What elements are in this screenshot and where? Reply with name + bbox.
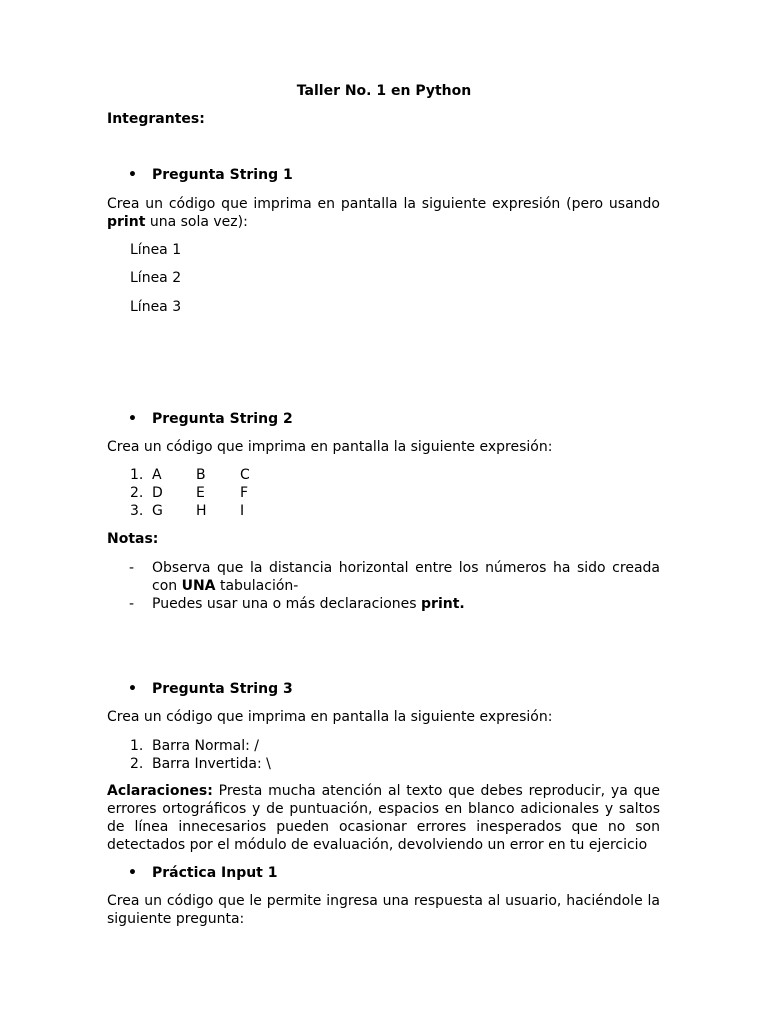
q2-row-number: 1.: [130, 467, 144, 483]
q1-heading: Pregunta String 1: [152, 167, 293, 183]
q2-cell: F: [240, 485, 249, 501]
note-1: [152, 559, 660, 595]
note-1-part-a: Observa que la distancia horizontal entre los números ha sido creada con: [152, 560, 660, 594]
q2-cell: E: [196, 485, 205, 501]
q2-cell: H: [196, 503, 207, 519]
q2-cell: A: [152, 467, 162, 483]
q2-row-number: 3.: [130, 503, 144, 519]
q2-cell: D: [152, 485, 163, 501]
note-2: [152, 595, 465, 613]
note-2-print: print.: [421, 596, 465, 612]
document-title: Taller No. 1 en Python: [296, 83, 472, 99]
q3-heading: Pregunta String 3: [152, 681, 293, 697]
q1-intro: [107, 195, 660, 231]
q1-line-3: Línea 3: [130, 299, 182, 315]
note-1-una: UNA: [181, 578, 216, 594]
clarifications-paragraph: [107, 782, 660, 854]
note-dash: -: [129, 596, 135, 612]
q2-cell: C: [240, 467, 250, 483]
note-1-part-b: tabulación-: [215, 578, 299, 594]
q3-item-text: Barra Normal: /: [152, 738, 260, 754]
clarifications-label: Aclaraciones:: [107, 783, 213, 799]
p1-bullet: •: [128, 865, 137, 881]
p1-heading: Práctica Input 1: [152, 865, 278, 881]
q3-bullet: •: [128, 681, 137, 697]
q2-intro: Crea un código que imprima en pantalla la siguiente expresión:: [107, 439, 553, 455]
q2-cell: I: [240, 503, 245, 519]
q2-heading: Pregunta String 2: [152, 411, 293, 427]
p1-intro: Crea un código que le permite ingresa una respuesta al usuario, haciéndole la siguiente pregunta:: [107, 893, 660, 927]
q1-intro-part-b: una sola vez):: [145, 214, 248, 230]
q2-cell: B: [196, 467, 206, 483]
q3-item-number: 1.: [130, 738, 144, 754]
q1-line-2: Línea 2: [130, 270, 182, 286]
q1-intro-part-a: Crea un código que imprima en pantalla la siguiente expresión (pero usando: [107, 196, 660, 212]
clarifications-text: Presta mucha atención al texto que debes reproducir, ya que errores ortográficos y de puntuación, espacios en blanco adicionales y saltos de línea innecesarios pueden ocasionar errores inesperados que no son detectados por el módulo de evaluación, devolviendo un error en tu ejercicio: [107, 783, 660, 853]
q2-cell: G: [152, 503, 163, 519]
q1-bullet: •: [128, 167, 137, 183]
members-label: Integrantes:: [107, 111, 205, 127]
notes-label: Notas:: [107, 531, 159, 547]
q3-item-number: 2.: [130, 756, 144, 772]
note-2-part-a: Puedes usar una o más declaraciones: [152, 596, 422, 612]
q3-intro: Crea un código que imprima en pantalla la siguiente expresión:: [107, 709, 553, 725]
q1-intro-print: print: [107, 214, 146, 230]
q2-row-number: 2.: [130, 485, 144, 501]
q2-bullet: •: [128, 411, 137, 427]
note-dash: -: [129, 560, 135, 576]
q1-line-1: Línea 1: [130, 242, 182, 258]
q3-item-text: Barra Invertida: \: [152, 756, 271, 772]
